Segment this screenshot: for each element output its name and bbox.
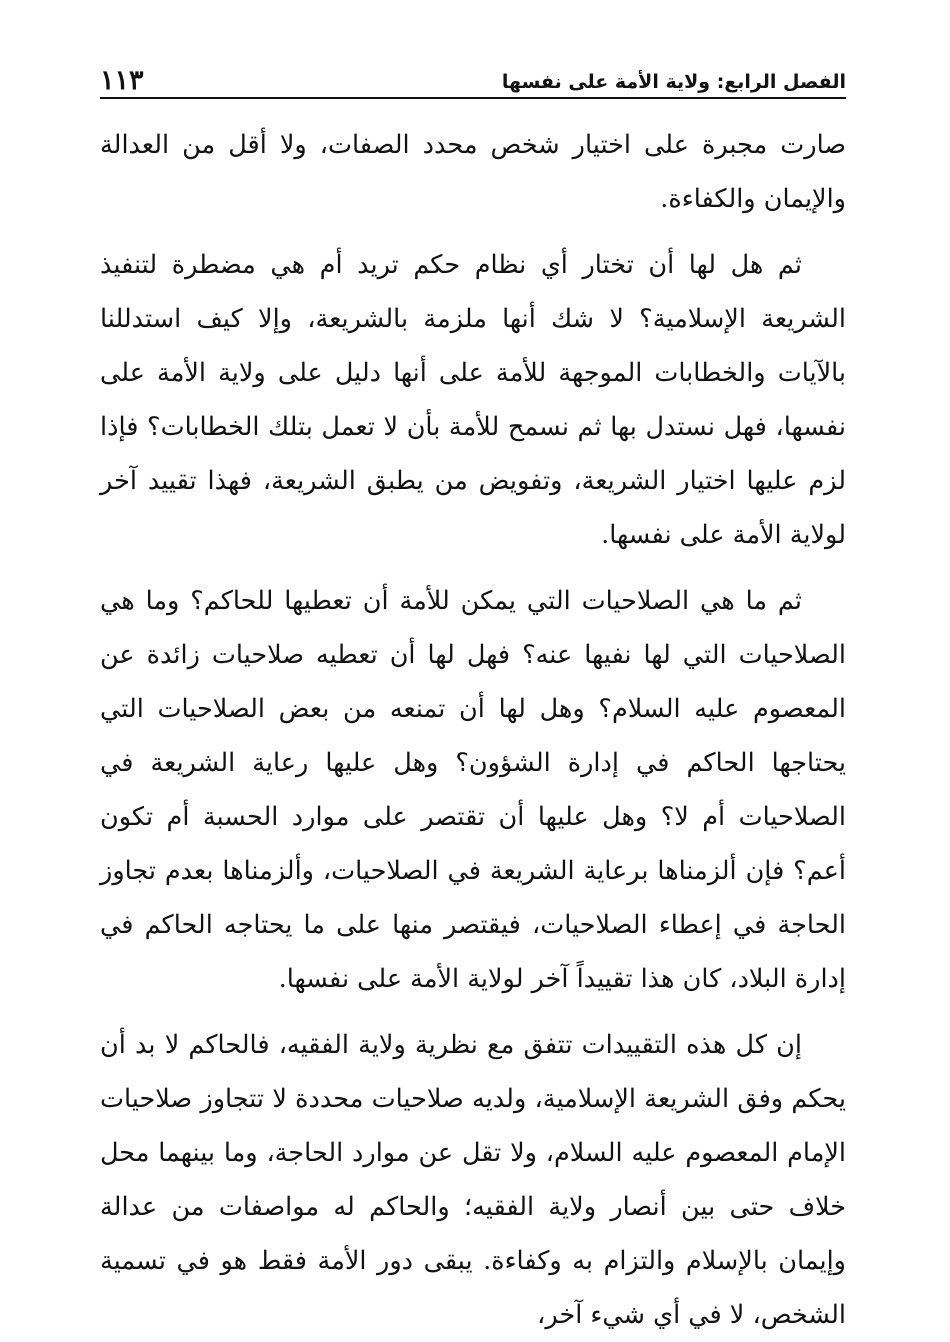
page-number: ١١٣ bbox=[100, 65, 144, 96]
header-divider bbox=[100, 97, 846, 99]
body-text bbox=[100, 118, 846, 1342]
paragraph-2: ثم هل لها أن تختار أي نظام حكم تريد أم هي مضطرة لتنفيذ الشريعة الإسلامية؟ لا شك أنها ملزمة بالشريعة، وإلا كيف استدللنا بالآيات والخطابات الموجهة للأمة على أنها دليل على ولاية الأمة على نفسها، فهل نستدل بها ثم نسمح للأمة بأن لا تعمل بتلك الخطابات؟ فإذا لزم عليها اختيار الشريعة، وتفويض من يطبق الشريعة، فهذا تقييد آخر لولاية الأمة على نفسها. bbox=[100, 250, 846, 550]
running-header bbox=[100, 56, 846, 96]
paragraph-4: إن كل هذه التقييدات تتفق مع نظرية ولاية الفقيه، فالحاكم لا بد أن يحكم وفق الشريعة الإسلامية، ولديه صلاحيات محددة لا تتجاوز صلاحيات الإمام المعصوم عليه السلام، ولا تقل عن موارد الحاجة، وما بينهما محل خلاف حتى بين أنصار ولاية الفقيه؛ والحاكم له مواصفات من عدالة وإيمان بالإسلام والتزام به وكفاءة. يبقى دور الأمة فقط هو في تسمية الشخص، لا في أي شيء آخر، bbox=[100, 1030, 846, 1330]
paragraph-1: صارت مجبرة على اختيار شخص محدد الصفات، ولا أقل من العدالة والإيمان والكفاءة. bbox=[100, 130, 846, 214]
chapter-title: الفصل الرابع: ولاية الأمة على نفسها bbox=[501, 71, 846, 93]
paragraph-3: ثم ما هي الصلاحيات التي يمكن للأمة أن تعطيها للحاكم؟ وما هي الصلاحيات التي لها نفيها عنه؟ فهل لها أن تعطيه صلاحيات زائدة عن المعصوم عليه السلام؟ وهل لها أن تمنعه من بعض الصلاحيات التي يحتاجها الحاكم في إدارة الشؤون؟ وهل عليها رعاية الشريعة في الصلاحيات أم لا؟ وهل عليها أن تقتصر على موارد الحسبة أم تكون أعم؟ فإن ألزمناها برعاية الشريعة في الصلاحيات، وألزمناها بعدم تجاوز الحاجة في إعطاء الصلاحيات، فيقتصر منها على ما يحتاجه الحاكم في إدارة البلاد، كان هذا تقييداً آخر لولاية الأمة على نفسها. bbox=[100, 586, 846, 994]
